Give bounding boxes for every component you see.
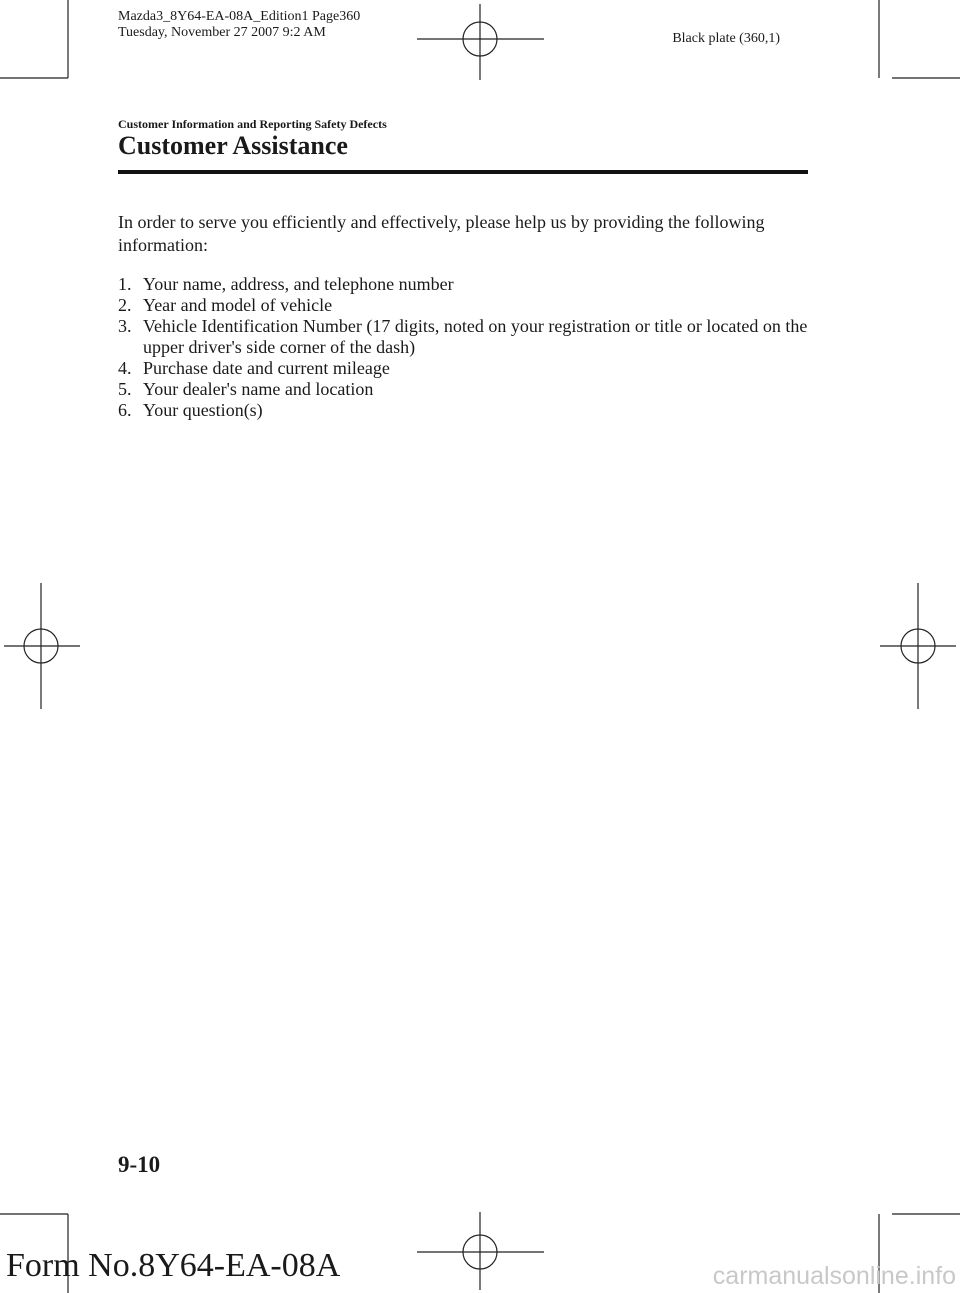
list-item — [118, 400, 818, 421]
file-info-line: Mazda3_8Y64-EA-08A_Edition1 Page360 — [118, 9, 361, 24]
list-item-number: 1. — [118, 274, 132, 294]
list-item-text: Year and model of vehicle — [143, 295, 333, 315]
intro-paragraph: In order to serve you efficiently and effectively, please help us by providing the following information: — [118, 212, 765, 255]
date-info-line: Tuesday, November 27 2007 9:2 AM — [118, 25, 326, 40]
list-item-number: 5. — [118, 379, 132, 399]
plate-label: Black plate (360,1) — [672, 31, 780, 46]
list-item — [118, 358, 818, 379]
list-item-number: 6. — [118, 400, 132, 420]
form-number: Form No.8Y64-EA-08A — [6, 1247, 341, 1284]
page-title: Customer Assistance — [118, 131, 348, 160]
watermark: carmanualsonline.info — [712, 1262, 956, 1290]
list-item-text: Your dealer's name and location — [143, 379, 374, 399]
list-item-number: 4. — [118, 358, 132, 378]
section-label: Customer Information and Reporting Safety Defects — [118, 117, 387, 131]
title-rule — [118, 170, 808, 174]
list-item-text: Vehicle Identification Number (17 digits, noted on your registration or title or located on the upper driver's side corner of the dash) — [143, 316, 808, 357]
list-item — [118, 379, 818, 400]
list-item-number: 3. — [118, 316, 132, 336]
page-number: 9-10 — [118, 1152, 161, 1177]
list-item — [118, 295, 818, 316]
list-item-text: Purchase date and current mileage — [143, 358, 390, 378]
list-item-number: 2. — [118, 295, 132, 315]
list-item-text: Your name, address, and telephone number — [143, 274, 454, 294]
list-item-text: Your question(s) — [143, 400, 263, 420]
list-item — [118, 316, 818, 358]
info-list — [118, 274, 818, 421]
list-item — [118, 274, 818, 295]
